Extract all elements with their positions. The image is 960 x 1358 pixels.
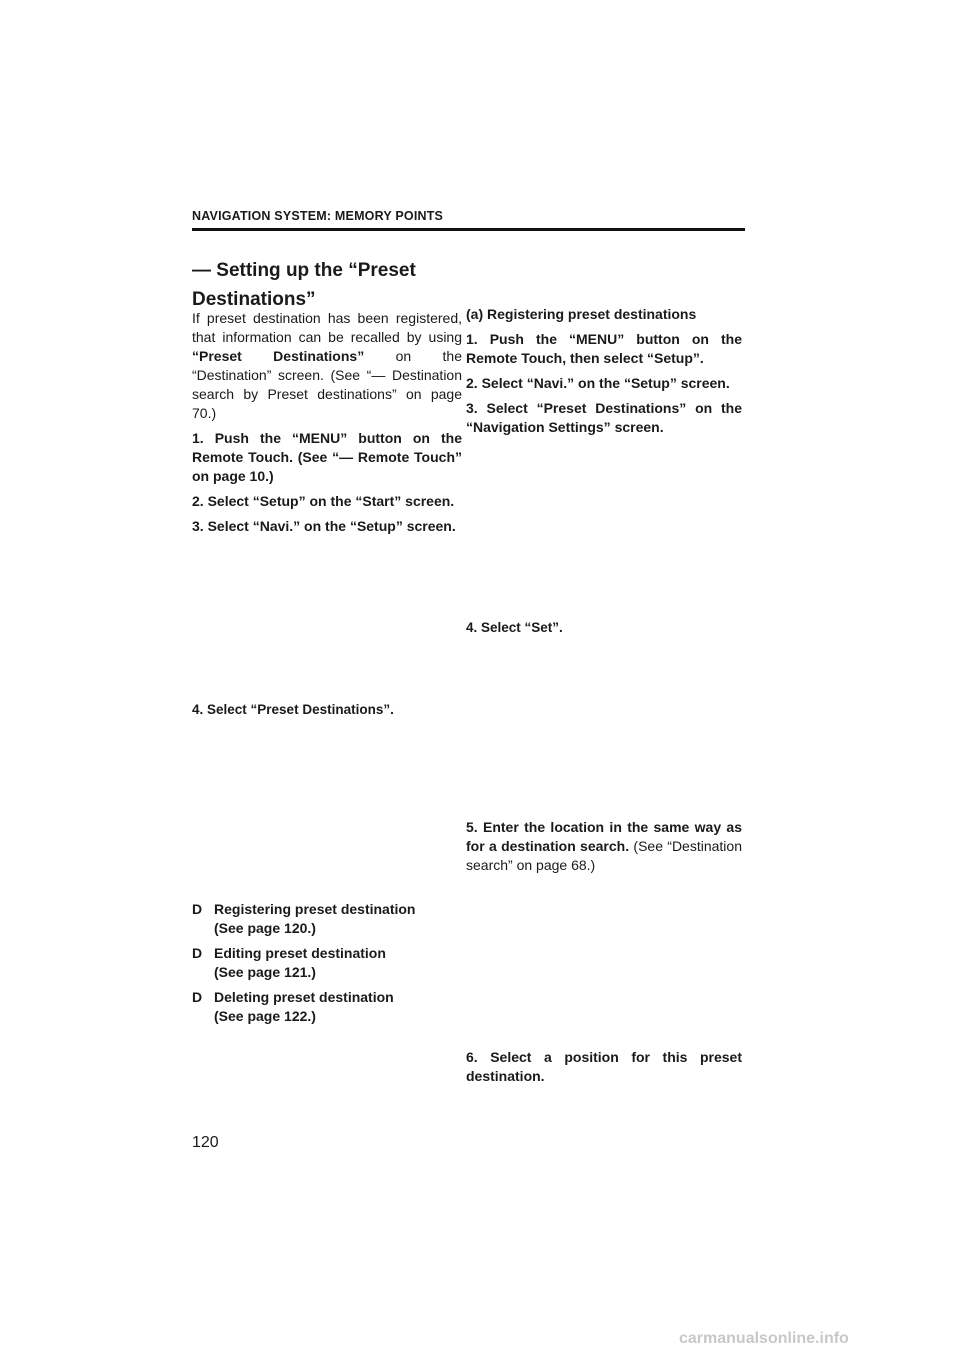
bullet-marker: D — [192, 945, 203, 961]
intro-paragraph — [192, 309, 462, 423]
bullet-text: Editing preset destination — [214, 945, 386, 961]
bullet-marker: D — [192, 901, 203, 917]
bullet-page-ref: (See page 121.) — [214, 964, 316, 980]
bullet-item — [192, 900, 452, 938]
left-step-2: 2. Select “Setup” on the “Start” screen. — [192, 493, 455, 509]
bullet-marker: D — [192, 989, 203, 1005]
bullet-text: Deleting preset destination — [214, 989, 394, 1005]
bullet-item — [192, 988, 452, 1026]
left-step-4: 4. Select “Preset Destinations”. — [192, 702, 394, 717]
right-step-2: 2. Select “Navi.” on the “Setup” screen. — [466, 375, 730, 391]
right-step-1: 1. Push the “MENU” button on the Remote Touch, then select “Setup”. — [466, 331, 742, 366]
right-column — [466, 305, 742, 443]
page-number: 120 — [192, 1134, 219, 1151]
bullet-page-ref: (See page 120.) — [214, 920, 316, 936]
step-5-reference: (See “Destination search” on page 68.) — [466, 838, 742, 873]
intro-text-bold: “Preset Destinations” — [192, 348, 365, 364]
left-step-1: 1. Push the “MENU” button on the Remote Touch. (See “— Remote Touch” on page 10.) — [192, 430, 462, 484]
bullet-text: Registering preset destination — [214, 901, 416, 917]
bullet-page-ref: (See page 122.) — [214, 1008, 316, 1024]
subsection-heading: (a) Registering preset destinations — [466, 306, 697, 322]
intro-text-a: If preset destination has been registered, that information can be recalled by using — [192, 310, 462, 345]
right-step-3: 3. Select “Preset Destinations” on the “Navigation Settings” screen. — [466, 400, 742, 435]
header-rule — [192, 228, 745, 231]
bullet-list — [192, 900, 452, 1032]
section-title: — Setting up the “Preset Destinations” — [192, 260, 416, 310]
right-step-4: 4. Select “Set”. — [466, 620, 563, 635]
intro-text-b: on the “Destination” screen. (See “— Destination search by Preset destinations” on page 70.) — [192, 348, 462, 421]
bullet-item — [192, 944, 452, 982]
step-5-bold-text: 5. Enter the location in the same way as for a destination search. — [466, 819, 742, 854]
left-column — [192, 309, 462, 542]
right-step-6: 6. Select a position for this preset destination. — [466, 1049, 742, 1084]
running-header: NAVIGATION SYSTEM: MEMORY POINTS — [192, 209, 444, 223]
left-step-3: 3. Select “Navi.” on the “Setup” screen. — [192, 518, 456, 534]
footer-watermark: carmanualsonline.info — [679, 1330, 849, 1347]
right-step-5 — [466, 818, 742, 875]
